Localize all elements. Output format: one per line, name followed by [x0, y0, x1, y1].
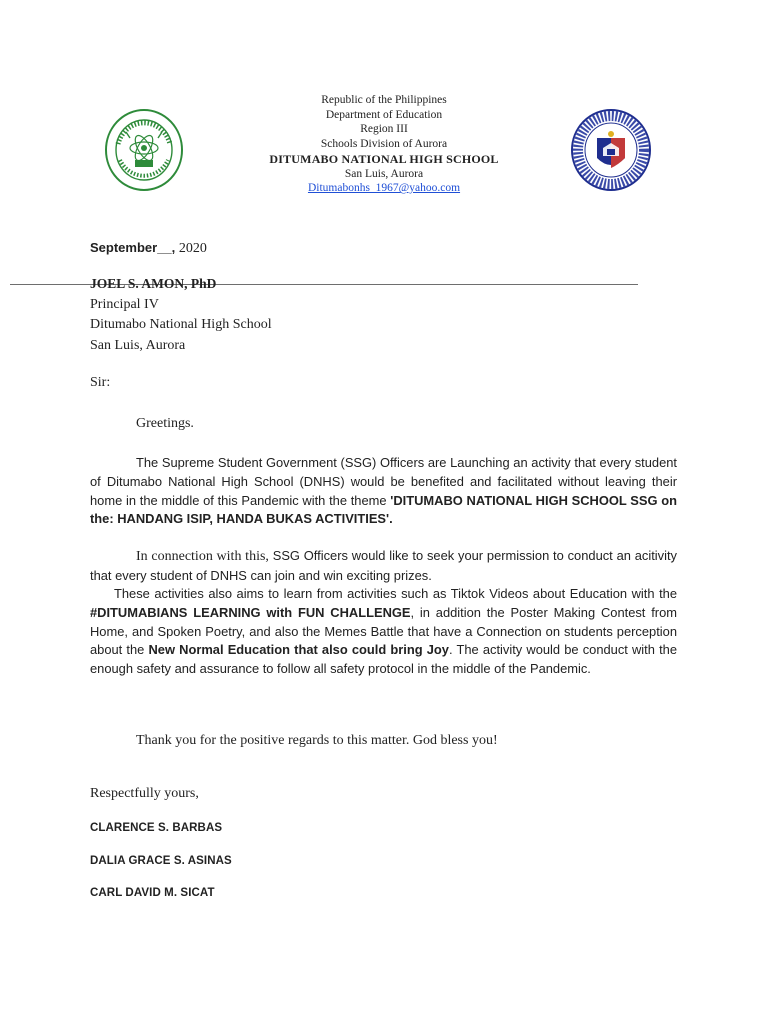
deped-seal-icon — [570, 108, 652, 192]
addressee-name: JOEL S. AMON, PhD — [90, 276, 217, 291]
closing-line: Respectfully yours, — [90, 786, 199, 801]
letterhead-email-link[interactable]: Ditumabonhs_1967@yahoo.com — [307, 182, 461, 195]
paragraph-2-text: SSG Officers would like to seek your permission to conduct an acitivity that every student of DNHS can join and win exciting prizes. — [90, 548, 677, 583]
thanks-line: Thank you for the positive regards to this matter. God bless you! — [136, 733, 498, 748]
letterhead-line1: Republic of the Philippines — [321, 94, 447, 106]
paragraph-3-bold-2: New Normal Education that also could bring Joy — [148, 642, 449, 658]
school-seal-icon — [104, 108, 184, 192]
body-paragraph-2 — [90, 547, 677, 586]
addressee-title: Principal IV — [90, 296, 159, 312]
letterhead-school-name: DITUMABO NATIONAL HIGH SCHOOL — [269, 151, 499, 166]
signatory-3: CARL DAVID M. SICAT — [90, 887, 215, 899]
body-paragraph-1 — [90, 454, 677, 529]
letterhead-location: San Luis, Aurora — [344, 167, 424, 180]
addressee-location: San Luis, Aurora — [90, 338, 186, 354]
paragraph-1-theme: 'DITUMABO NATIONAL HIGH SCHOOL SSG on the: HANDANG ISIP, HANDA BUKAS ACTIVITIES' — [90, 492, 677, 527]
paragraph-3-text-2: , in addition the Poster Making Contest from Home, and Spoken Poetry, and also the Memes Battle that have a Connection on students perception about the — [90, 604, 677, 658]
paragraph-3-text-3: . The activity would be conduct with the enough safety and assurance to follow all safety protocol in the middle of the Pandemic. — [90, 642, 677, 677]
greetings: Greetings. — [136, 416, 194, 431]
letterhead — [234, 93, 534, 196]
letterhead-line3: Region III — [360, 123, 408, 136]
addressee-school: Ditumabo National High School — [90, 317, 272, 333]
signatory-2: DALIA GRACE S. ASINAS — [90, 855, 232, 867]
paragraph-2-lead: In connection with this, — [136, 549, 269, 564]
paragraph-1-end: . — [389, 511, 393, 527]
paragraph-3-bold-1: #DITUMABIANS LEARNING with FUN CHALLENGE — [90, 604, 411, 620]
salutation: Sir: — [90, 375, 111, 390]
deped-seal-logo — [570, 108, 652, 192]
school-seal-logo — [104, 108, 184, 192]
letterhead-line4: Schools Division of Aurora — [320, 138, 448, 151]
paragraph-1-text: The Supreme Student Government (SSG) Officers are Launching an activity that every student of Ditumabo National High School (DNHS) would be benefited and facilitated without leaving their home in the middle of this Pandemic with the theme — [90, 455, 677, 508]
body-paragraph-3 — [90, 585, 677, 679]
signatory-1: CLARENCE S. BARBAS — [90, 822, 223, 834]
addressee-block — [90, 274, 272, 357]
paragraph-3-text-1: These activities also aims to learn from activities such as Tiktok Videos about Education with the — [114, 586, 677, 601]
letter-date — [90, 240, 207, 257]
date-year: 2020 — [178, 241, 207, 256]
date-label: September__, — [90, 240, 176, 255]
letterhead-line2: Department of Education — [325, 108, 443, 121]
